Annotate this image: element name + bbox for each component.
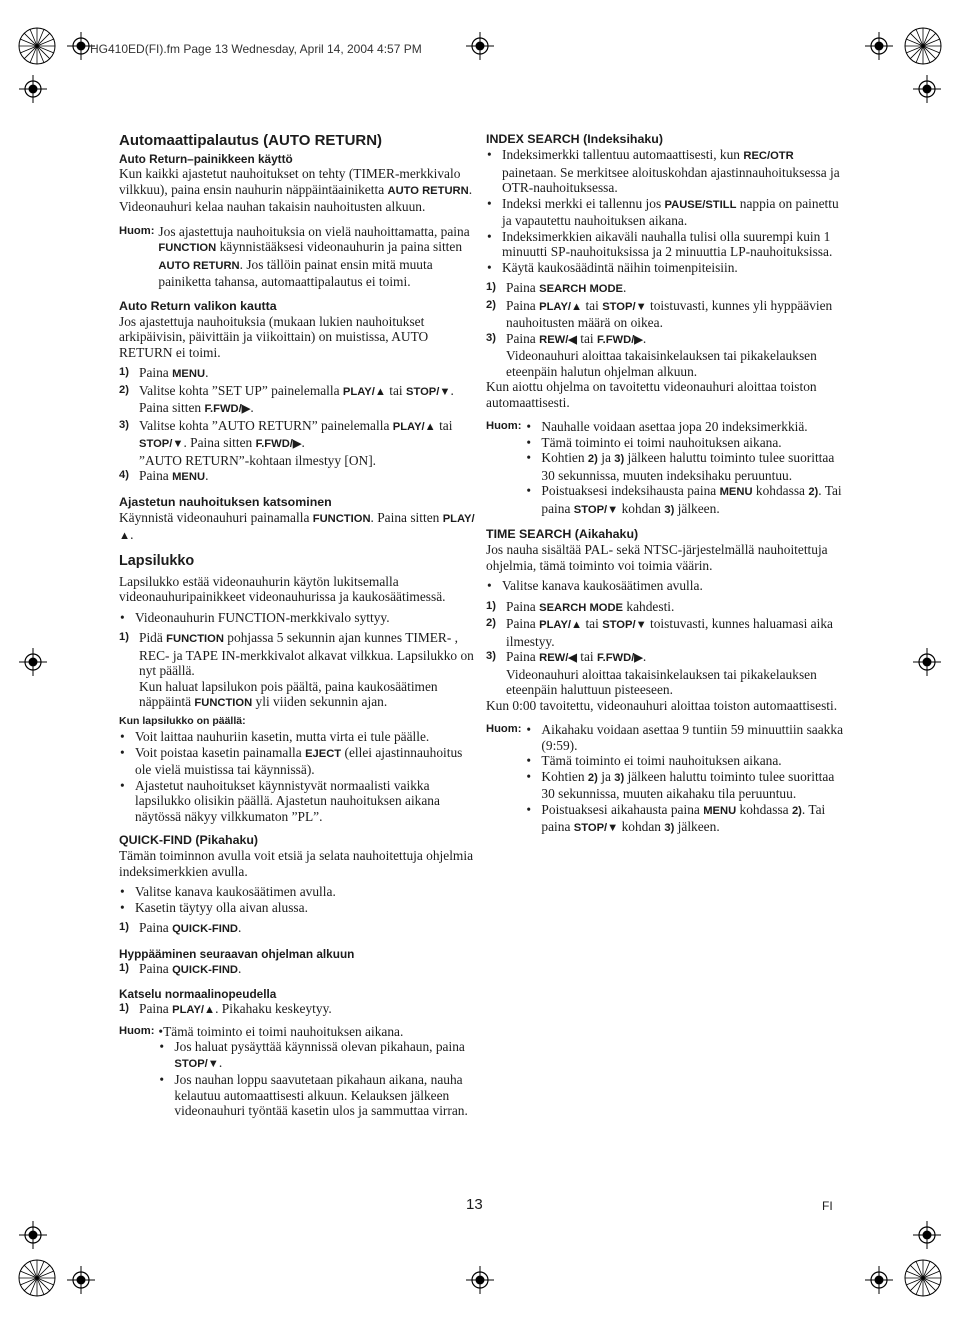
time-note: Huom: • Aikahaku voidaan asettaa 9 tuntiin 59 minuuttiin saakka (9:59). • Tämä toiminto ei toimi nauhoituksen aikana. • Kohtien 2) ja 3) jälkeen haluttu toiminto tulee suorittaa 30 sekunnissa, muuten aikahaku tila peruuntuu. • Poistuaksesi aikahausta paina MENU kohdassa 2). Tai paina STOP/▼ kohdan 3) jälkeen. bbox=[486, 722, 846, 837]
quickfind-step-1: 1) Paina QUICK-FIND. bbox=[119, 920, 242, 935]
time-text-2: Kun 0:00 tavoitettu, videonauhuri aloittaa toiston automaattisesti. bbox=[486, 697, 838, 713]
quickfind-title: QUICK-FIND (Pikahaku) bbox=[119, 833, 259, 847]
index-title: INDEX SEARCH (Indeksihaku) bbox=[486, 132, 663, 146]
index-text: Kun aiottu ohjelma on tavoitettu videonauhuri aloittaa toiston automaattisesti. bbox=[486, 379, 817, 410]
auto-return-note: Huom: Jos ajastettuja nauhoituksia on vielä nauhoittamatta, paina FUNCTION käynnistääksesi videonauhurin ja paina sitten AUTO RETURN. Jos tällöin painat ensin mitä muuta painiketta tahansa, automaattipalautus ei toimi. bbox=[119, 223, 470, 289]
page-number: 13 bbox=[466, 1196, 483, 1213]
watch-text: Käynnistä videonauhuri painamalla FUNCTION. Paina sitten PLAY/▲. bbox=[119, 509, 475, 542]
index-bullets: • Indeksimerkki tallentuu automaattisesti, kun REC/OTR painetaan. Se merkitsee aloituskohdan ajastinnauhoituksessa ja OTR-nauhoituksessa. • Indeksi merkki ei tallennu jos PAUSE/STILL nappia on painettu ja vapautettu nauhoituksen aikana. • Indeksimerkkien aikaväli nauhalla tulisi olla suurempi kuin 1 minuutti SP-nauhoituksissa ja 2 minuuttia LP-nauhoituksissa. • Käytä kaukosäädintä näihin toimenpiteisiin. bbox=[486, 147, 846, 275]
time-step-3: 3) Paina REW/◀ tai F.FWD/▶. Videonauhuri aloittaa takaisinkelauksen tai pikakelauksen eteenpäin haluttuun pisteeseen. bbox=[486, 649, 817, 697]
auto-return-text: Kun kaikki ajastetut nauhoitukset on tehty (TIMER-merkkivalo vilkkuu), paina ensin nauhurin näppäintäainiketta AUTO RETURN. Videonauhuri kelaa nauhan takaisin nauhoitusten alkuun. bbox=[119, 166, 473, 214]
auto-return-title: Automaattipalautus (AUTO RETURN) bbox=[119, 132, 383, 149]
index-note: Huom: • Nauhalle voidaan asettaa jopa 20 indeksimerkkiä. • Tämä toiminto ei toimi nauhoituksen aikana. • Kohtien 2) ja 3) jälkeen haluttu toiminto tulee suorittaa 30 sekunnissa, muuten indeksihaku peruuntuu. • Poistuaksesi indeksihausta paina MENU kohdassa 2). Tai paina STOP/▼ kohdan 3) jälkeen. bbox=[486, 419, 846, 518]
left-column bbox=[119, 132, 479, 1119]
watch-title: Ajastetun nauhoituksen katsominen bbox=[119, 494, 332, 509]
menu-text: Jos ajastettuja nauhoituksia (mukaan lukien nauhoitukset arkipäivisin, päivittäin ja viikoittain) on muistissa, AUTO RETURN ei toimi. bbox=[119, 313, 429, 360]
index-step-3: 3) Paina REW/◀ tai F.FWD/▶. Videonauhuri aloittaa takaisinkelauksen tai pikakelauksen eteenpäin halutun ohjelman alkuun. bbox=[486, 330, 817, 379]
index-step-2: 2) Paina PLAY/▲ tai STOP/▼ toistuvasti, kunnes yli hyppäävien nauhoitusten määrä on oikea. bbox=[486, 297, 833, 330]
time-bullets: • Valitse kanava kaukosäätimen avulla. bbox=[486, 578, 846, 594]
normal-step-1: 1) Paina PLAY/▲. Pikahaku keskeytyy. bbox=[119, 1001, 332, 1016]
childlock-bullets: • Videonauhurin FUNCTION-merkkivalo syttyy. bbox=[119, 610, 479, 626]
normal-note: Huom: •Tämä toiminto ei toimi nauhoituksen aikana. • Jos haluat pysäyttää käynnissä olevan pikahaun, paina STOP/▼. • Jos nauhan loppu saavutetaan pikahaun aikana, nauha kelautuu automaattisesti alkuun. Kelauksen jälkeen videonauhuri työntää kasetin ulos ja sammuttaa virran. bbox=[119, 1024, 479, 1119]
time-text: Jos nauha sisältää PAL- sekä NTSC-järjestelmällä nauhoitettuja ohjelmia, tämä toiminto voi toimia väärin. bbox=[486, 542, 828, 573]
childlock-title: Lapsilukko bbox=[119, 552, 195, 569]
normal-title: Katselu normaalinopeudella bbox=[119, 987, 277, 1001]
time-title: TIME SEARCH (Aikahaku) bbox=[486, 527, 639, 541]
menu-step-4: 4) Paina MENU. bbox=[119, 468, 209, 483]
language-code: FI bbox=[822, 1199, 833, 1213]
childlock-text: Lapsilukko estää videonauhurin käytön lukitsemalla videonauhuripainikkeet videonauhurissa ja kaukosäätimessä. bbox=[119, 573, 446, 604]
time-step-1: 1) Paina SEARCH MODE kahdesti. bbox=[486, 598, 675, 614]
right-column bbox=[486, 132, 846, 837]
childlock-on-list: • Voit laittaa nauhuriin kasetin, mutta virta ei tule päälle. • Voit poistaa kasetin painamalla EJECT (ellei ajastinnauhoitus ole vielä muistissa tai käynnissä). • Ajastetut nauhoitukset käynnistyvät normaalisti vaikka lapsilukko olisikin päällä. Ajastetun nauhoituksen aikana näytössä näkyy vilkkumaton ”PL”. bbox=[119, 729, 479, 824]
file-header: HG410ED(FI).fm Page 13 Wednesday, April 14, 2004 4:57 PM bbox=[90, 42, 422, 56]
quickfind-bullets: • Valitse kanava kaukosäätimen avulla. • Kasetin täytyy olla aivan alussa. bbox=[119, 884, 479, 915]
menu-step-1: 1) Paina MENU. bbox=[119, 365, 209, 380]
auto-return-subtitle: Auto Return–painikkeen käyttö bbox=[119, 152, 293, 166]
time-step-2: 2) Paina PLAY/▲ tai STOP/▼ toistuvasti, kunnes haluamasi aika ilmestyy. bbox=[486, 616, 833, 649]
jump-title: Hyppääminen seuraavan ohjelman alkuun bbox=[119, 946, 355, 961]
menu-step-2: 2) Valitse kohta ”SET UP” painelemalla PLAY/▲ tai STOP/▼. Paina sitten F.FWD/▶. bbox=[119, 382, 454, 415]
quickfind-text: Tämän toiminnon avulla voit etsiä ja selata nauhoitettuja ohjelmia indeksimerkkien avulla. bbox=[119, 848, 474, 879]
jump-step-1: 1) Paina QUICK-FIND. bbox=[119, 960, 242, 976]
childlock-on-label: Kun lapsilukko on päällä: bbox=[119, 714, 246, 727]
childlock-step-1: 1) Pidä FUNCTION pohjassa 5 sekunnin ajan kunnes TIMER- , REC- ja TAPE IN-merkkivalot alkavat vilkkua. Lapsilukko on nyt päällä. Kun haluat lapsilukon pois päältä, paina kaukosäätimen näppäintä FUNCTION yli viiden sekunnin ajan. bbox=[119, 630, 474, 709]
menu-step-3: 3) Valitse kohta ”AUTO RETURN” painelemalla PLAY/▲ tai STOP/▼. Paina sitten F.FWD/▶. ”AUTO RETURN”-kohtaan ilmestyy [ON]. bbox=[119, 417, 453, 468]
index-step-1: 1) Paina SEARCH MODE. bbox=[486, 280, 627, 295]
menu-title: Auto Return valikon kautta bbox=[119, 298, 277, 313]
